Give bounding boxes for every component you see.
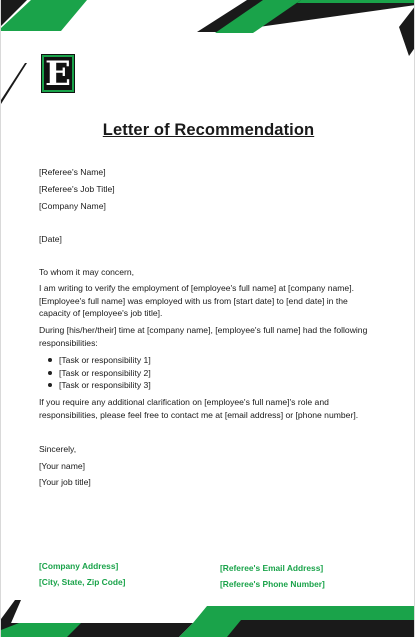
left-dark-stripe	[1, 63, 27, 104]
top-edge-green-stripe	[297, 0, 415, 3]
footer-phone: [Referee's Phone Number]	[220, 579, 325, 589]
list-item: [Task or responsibility 3]	[48, 379, 151, 392]
page-title: Letter of Recommendation	[102, 121, 315, 139]
right-dark-stripe	[399, 5, 415, 56]
referee-name: [Referee's Name]	[39, 167, 106, 177]
footer-city-state-zip: [City, State, Zip Code]	[39, 577, 126, 587]
paragraph-employment: I am writing to verify the employment of [employee's full name] at [company name]. [Employee's full name] was employed with us from [start date] to [end date] in the capacity of [employee's job title].	[39, 283, 354, 319]
bottom-right-dark-stripe	[227, 620, 415, 637]
list-item: [Task or responsibility 2]	[48, 367, 151, 380]
sign-off: Sincerely,	[39, 444, 77, 454]
referee-company-name: [Company Name]	[39, 201, 106, 211]
paragraph-contact: If you require any additional clarification on [employee's full name]'s role and responsibilities, please feel free to contact me at [email address] or [phone number].	[39, 397, 359, 420]
letter-date: [Date]	[39, 234, 62, 244]
logo-letter: E	[45, 54, 71, 94]
footer-company-address: [Company Address]	[39, 561, 119, 571]
list-item: [Task or responsibility 1]	[48, 354, 151, 367]
signer-job-title: [Your job title]	[39, 477, 91, 487]
signer-name: [Your name]	[39, 461, 86, 471]
footer-email: [Referee's Email Address]	[220, 563, 324, 573]
responsibilities-list	[48, 354, 151, 392]
salutation: To whom it may concern,	[39, 267, 135, 277]
referee-job-title: [Referee's Job Title]	[39, 184, 115, 194]
company-logo	[39, 52, 77, 95]
paragraph-responsibilities-intro: During [his/her/their] time at [company name], [employee's full name] had the following responsibilities:	[39, 325, 368, 348]
